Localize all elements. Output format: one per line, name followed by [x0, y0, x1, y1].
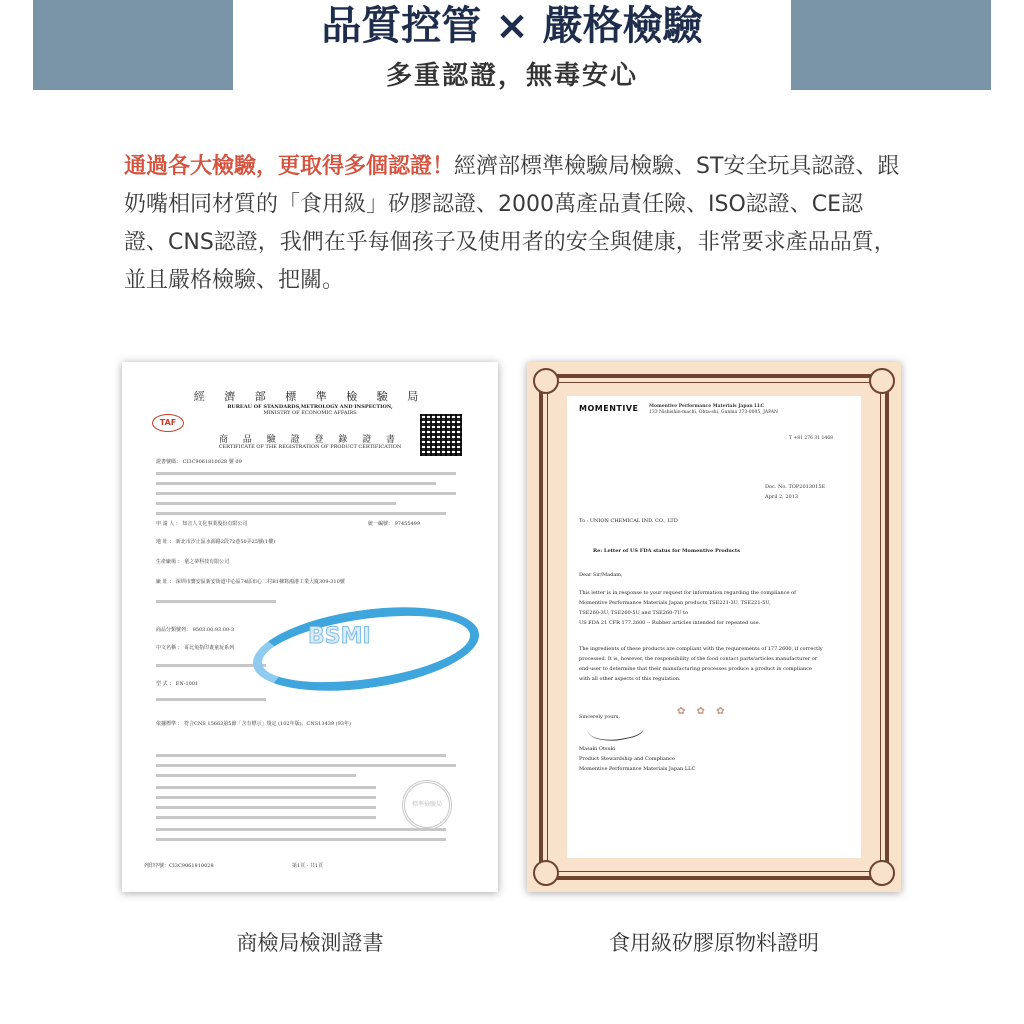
caption-bsmi-certificate: 商檢局檢測證書: [236, 931, 384, 955]
corner-ornament-icon: [533, 368, 559, 394]
cert1-factory: 生產廠場 ： 童之夢科技有限公司: [156, 559, 230, 565]
text-line: [156, 806, 376, 809]
momentive-logo: MOMENTIVE: [579, 404, 639, 413]
text-line: [156, 698, 266, 701]
cert1-agency: 經 濟 部 標 準 檢 驗 局: [193, 390, 427, 403]
cert2-date: April 2, 2013: [765, 494, 799, 500]
intro-body: 經濟部標準檢驗局檢驗、ST安全玩具認證、跟奶嘴相同材質的「食用級」矽膠認證、2000萬產品責任險、ISO認證、CE認證、CNS認證，我們在乎每個孩子及使用者的安全與健康，非常要求產品品質，並且嚴格檢驗、把關。: [124, 154, 900, 293]
cert2-company: Momentive Performance Materials Japan LLC: [649, 404, 765, 409]
corner-ornament-icon: [533, 860, 559, 886]
cert2-contact: T +81 276 31 1468: [789, 436, 833, 441]
cert1-applicant: 申 請 人 ： 知音人文化事業股份有限公司: [156, 521, 248, 527]
cert2-signer: Masaki Otsuki: [579, 746, 616, 752]
cert1-code: 商品分類號列： 9503.00.93.00-3: [156, 627, 235, 633]
bsmi-watermark-ring: [248, 595, 485, 704]
official-seal: 標準檢驗局: [402, 780, 452, 830]
cert2-org: Momentive Performance Materials Japan LLC: [579, 766, 696, 772]
cert2-doc-no: Doc. No. TOP2013015E: [765, 484, 826, 490]
text-line: [156, 816, 376, 819]
text-line: [156, 754, 446, 757]
text-line: [156, 600, 276, 603]
cert2-role: Product Stewardship and Compliance: [579, 756, 675, 762]
cert1-agency-en: BUREAU OF STANDARDS,METROLOGY AND INSPECTION,: [227, 404, 393, 410]
letter-paper: [567, 396, 861, 858]
intro-paragraph: [124, 148, 904, 300]
cert2-address: 133 Nishishin-machi, Ohta-shi, Gunma 373-0005, JAPAN: [649, 410, 778, 415]
cert2-closing: Sincerely yours,: [579, 714, 620, 720]
cert1-cert-no: 證書號碼： CI3C9061810028 號 09: [156, 459, 242, 465]
text-line: [156, 492, 456, 495]
cert2-re: Re: Letter of US FDA status for Momentive Products: [593, 548, 741, 554]
cert2-p1: This letter is in response to your request for information regarding the compliance of: [579, 590, 796, 596]
cert1-footer-page: 第1頁 · 共1頁: [292, 863, 324, 869]
cert1-standard: 依據標準 ： 符合CNS 15663第5節「含有標示」規定 (102年版)、CNS13439 (93年): [156, 721, 351, 727]
cert2-p6: processed. It is, however, the responsibility of the food contact parts/articles manufacturer or: [579, 656, 818, 662]
cert1-footer-no: 列印序號：CI3C9061810028: [144, 863, 214, 869]
corner-ornament-icon: [869, 368, 895, 394]
intro-highlight: 通過各大檢驗，更取得多個認證！: [124, 154, 455, 179]
bsmi-certificate-image: [122, 362, 498, 892]
text-line: [156, 664, 266, 667]
text-line: [156, 774, 356, 777]
caption-silicone-proof: 食用級矽膠原物料證明: [609, 931, 819, 955]
cert1-address: 地 址 ： 新北市汐止區水源路2段72巷50弄25號(1樓): [156, 539, 276, 545]
cert2-p3: TSE260-3U, TSE260-5U and TSE260-7U to: [579, 610, 689, 616]
cert2-greeting: Dear Sir/Madam,: [579, 572, 623, 578]
text-line: [156, 838, 446, 841]
cert1-ministry-en: MINISTRY OF ECONOMIC AFFAIRS: [263, 410, 357, 416]
fda-letter-image: [527, 362, 901, 892]
corner-ornament-icon: [869, 860, 895, 886]
cert2-p8: with all other aspects of this regulation.: [579, 676, 681, 682]
text-line: [156, 502, 396, 505]
cert1-type: 型 式 ： EN-1001: [156, 681, 199, 687]
text-line: [156, 512, 446, 515]
text-line: [156, 828, 446, 831]
cert2-p2: Momentive Performance Materials Japan products TSE221-3U, TSE221-5U,: [579, 600, 771, 606]
cert1-doc-title: 商 品 驗 證 登 錄 證 書: [218, 435, 402, 445]
text-line: [156, 482, 436, 485]
decorative-stamps-icon: ✿ ✿ ✿: [677, 706, 729, 717]
bsmi-watermark: BSMI: [308, 624, 371, 649]
cert1-product: 中文名稱 ： 哥比兔指印畫童玩系列: [156, 645, 235, 651]
text-line: [156, 796, 376, 799]
cert2-p4: US FDA 21 CFR 177.2600 -- Rubber articles intended for repeated use.: [579, 620, 761, 626]
text-line: [156, 786, 376, 789]
text-line: [156, 764, 456, 767]
page-title: 品質控管 × 嚴格檢驗: [321, 3, 703, 49]
text-line: [156, 472, 456, 475]
cert1-uniform-no: 統一編號： 97455499: [368, 521, 421, 527]
cert1-doc-title-en: CERTIFICATE OF THE REGISTRATION OF PRODUCT CERTIFICATION: [218, 444, 402, 450]
cert2-to: To : UNION CHEMICAL IND. CO., LTD: [579, 518, 678, 524]
page-subtitle: 多重認證，無毒安心: [385, 61, 638, 91]
cert1-factory-address: 廠 址 ： 深圳市寶安區新安街道中心區74區布心二村B1棟寫鴻港工業大廈309-310號: [156, 579, 345, 585]
cert2-p5: The ingredients of these products are compliant with the requirements of 177.2600, if correctly: [579, 646, 823, 652]
taf-logo: TAF: [152, 414, 184, 432]
cert2-p7: end-user to determine that their manufacturing processes produce a product in compliance: [579, 666, 812, 672]
